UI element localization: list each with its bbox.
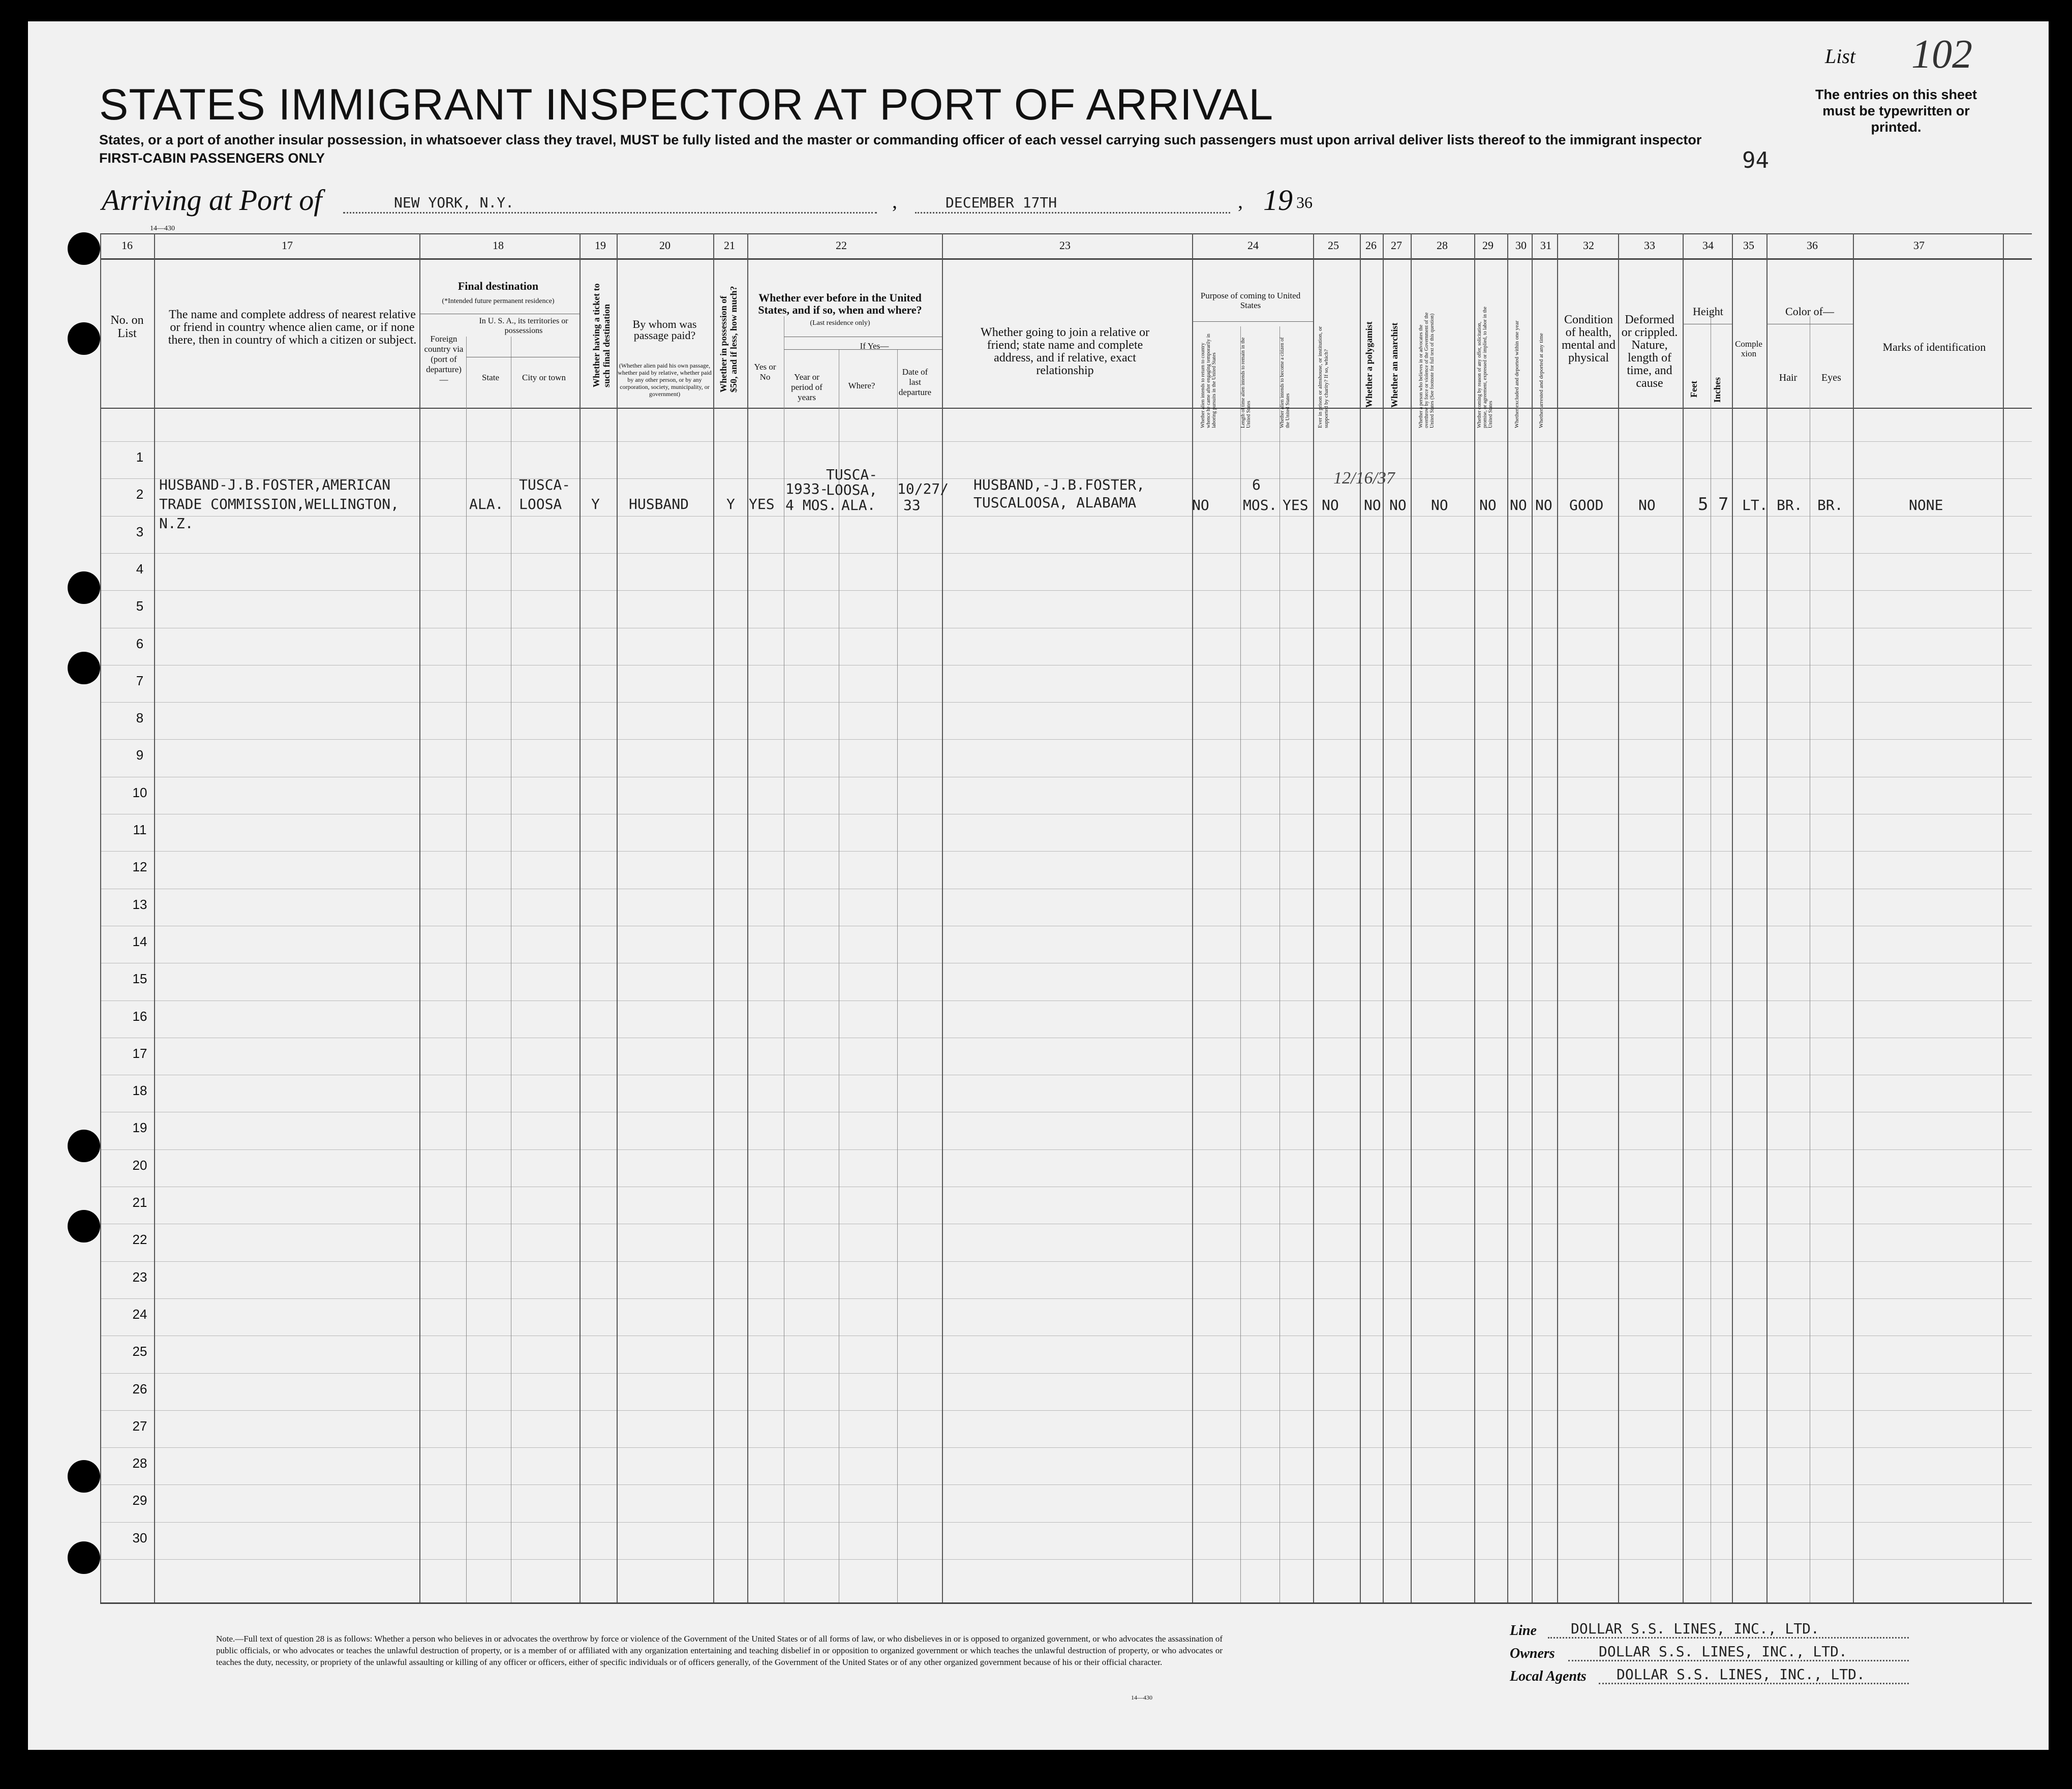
binder-hole	[68, 322, 100, 355]
row-number: 22	[132, 1232, 147, 1248]
row-number: 12	[132, 859, 147, 875]
table-top-border	[100, 233, 2032, 234]
column-line	[154, 233, 155, 1602]
col-num-18: 18	[493, 239, 504, 252]
hdr-foreign-country: Foreign country via (port of departure)—	[424, 334, 464, 384]
row-line	[100, 1298, 2032, 1299]
row-line	[100, 1447, 2032, 1448]
column-line	[1853, 233, 1854, 1602]
entry-eyes: BR.	[1817, 497, 1843, 513]
class-line: FIRST-CABIN PASSENGERS ONLY	[99, 150, 325, 166]
entry-hair: BR.	[1777, 497, 1803, 513]
column-line	[1313, 233, 1314, 1602]
row-number: 16	[132, 1008, 147, 1024]
row-number: 25	[132, 1344, 147, 1359]
hdr-final-destination: Final destination	[458, 280, 539, 292]
entry-last-departure-line2: 33	[903, 497, 921, 513]
year-suffix: 36	[1296, 193, 1313, 211]
column-line	[747, 233, 748, 1602]
hdr-ticket: Whether having a ticket to such final destination	[591, 283, 612, 387]
form-subtitle: States, or a port of another insular possession, in whatsoever class they travel, MUST be fully listed and the master or commanding officer of each vessel carrying such passengers must upon arrival deliver lists thereof to the immigrant inspector	[99, 132, 1702, 147]
entry-inches: 7	[1718, 494, 1729, 514]
page-number: 94	[1742, 147, 1769, 173]
row-line	[100, 516, 2032, 517]
col-num-32: 32	[1583, 239, 1594, 252]
column-line	[713, 233, 714, 1602]
row-number: 4	[136, 561, 144, 577]
hdr-height: Height	[1693, 305, 1723, 318]
row-line	[100, 1261, 2032, 1262]
comma-1: ,	[892, 190, 897, 213]
row-number: 2	[136, 487, 144, 502]
local-agents-label: Local Agents	[1510, 1669, 1587, 1684]
column-line	[1192, 233, 1193, 1602]
row-number: 14	[132, 933, 147, 949]
hdr-labor-offer: Whether coming by reason of any offer, solicitation, promise, or agreement, expressed or implied, to labor in the United States	[1477, 307, 1494, 428]
column-line	[419, 233, 420, 1602]
row-number: 26	[132, 1381, 147, 1397]
column-line	[1360, 233, 1361, 1602]
hdr-passage-paid: By whom was passage paid?	[632, 318, 697, 342]
subheader-divider	[784, 349, 942, 350]
entry-prison: NO	[1322, 497, 1339, 513]
line-label: Line	[1510, 1623, 1537, 1639]
column-line	[466, 337, 467, 1602]
binder-hole	[68, 1210, 100, 1242]
col-num-20: 20	[659, 239, 671, 252]
row-line	[100, 1149, 2032, 1150]
column-line	[1766, 233, 1768, 1602]
owners-label: Owners	[1510, 1646, 1555, 1661]
subheader-divider	[1192, 321, 1313, 322]
hdr-citizen-intent: Whether alien intends to become a citizen of the United States	[1279, 337, 1291, 428]
list-label: List	[1824, 45, 1855, 68]
entry-overthrow: NO	[1431, 497, 1448, 513]
entry-anarchist: NO	[1389, 497, 1407, 513]
col-num-24: 24	[1247, 239, 1259, 252]
hdr-purpose: Purpose of coming to United States	[1200, 291, 1301, 310]
row-number: 19	[132, 1120, 147, 1136]
binder-hole	[68, 652, 100, 684]
row-line	[100, 1484, 2032, 1485]
col-num-30: 30	[1515, 239, 1527, 252]
entry-ticket: Y	[591, 496, 600, 512]
entry-joining-line2: TUSCALOOSA, ALABAMA	[973, 494, 1137, 511]
hdr-city: City or town	[522, 373, 566, 382]
col-num-33: 33	[1644, 239, 1655, 252]
entry-excluded: NO	[1510, 497, 1527, 513]
local-agents-value: DOLLAR S.S. LINES, INC., LTD.	[1617, 1666, 1865, 1683]
entry-feet: 5	[1698, 494, 1709, 514]
row-line	[100, 1522, 2032, 1523]
column-line	[1732, 233, 1733, 1602]
row-number: 17	[132, 1045, 147, 1061]
entry-where-line1: TUSCA-	[826, 466, 878, 483]
row-number: 18	[132, 1083, 147, 1099]
col-num-27: 27	[1391, 239, 1402, 252]
column-line	[100, 233, 101, 1602]
row-number: 3	[136, 524, 144, 539]
hdr-marks: Marks of identification	[1882, 341, 1986, 353]
hdr-relative-address: The name and complete address of nearest relative or friend in country whence alien came, or if none there, then in country of which a citizen or subject.	[168, 308, 417, 347]
row-number: 13	[132, 896, 147, 912]
col-num-25: 25	[1328, 239, 1339, 252]
entry-where-line2: LOOSA,	[826, 481, 878, 498]
hdr-anarchist: Whether an anarchist	[1389, 322, 1399, 408]
row-number: 30	[132, 1530, 147, 1545]
hdr-where: Where?	[848, 381, 875, 390]
local-agents-underline	[1599, 1683, 1909, 1684]
hdr-inches: Inches	[1712, 377, 1722, 403]
entry-where-line3: ALA.	[841, 497, 876, 513]
binder-hole	[68, 571, 100, 604]
entry-complexion: LT.	[1742, 497, 1768, 513]
col-num-23: 23	[1059, 239, 1071, 252]
entry-period-line2: 4 MOS.	[785, 497, 837, 513]
col-num-35: 35	[1743, 239, 1754, 252]
entry-deformed: NO	[1638, 497, 1656, 513]
year-prefix: 19	[1263, 184, 1293, 217]
entry-city-line1: TUSCA-	[519, 476, 571, 493]
column-line	[1474, 233, 1475, 1602]
col-num-37: 37	[1913, 239, 1925, 252]
column-line	[897, 349, 898, 1602]
hdr-deformed: Deformed or crippled. Nature, length of time, and cause	[1621, 313, 1678, 390]
row-number: 5	[136, 598, 144, 614]
hdr-polygamist: Whether a polygamist	[1364, 321, 1374, 408]
column-line	[1683, 233, 1684, 1602]
entry-length-line2: MOS.	[1243, 497, 1277, 513]
row-number: 8	[136, 710, 144, 726]
row-line	[100, 739, 2032, 740]
column-line	[1383, 233, 1384, 1602]
hdr-return-intent: Whether alien intends to return to country whence he came after engaging temporarily in laboring pursuits in the United States	[1200, 333, 1217, 428]
form-title: STATES IMMIGRANT INSPECTOR AT PORT OF ARRIVAL	[99, 80, 1274, 129]
entry-polygamist: NO	[1364, 497, 1381, 513]
column-line	[1507, 233, 1508, 1602]
port-value: NEW YORK, N.Y.	[394, 194, 514, 211]
hdr-hair: Hair	[1779, 372, 1797, 383]
column-line	[1240, 326, 1241, 1602]
hdr-yes-no: Yes or No	[754, 362, 776, 382]
hdr-if-yes: If Yes—	[860, 341, 889, 351]
hdr-before-in-us: Whether ever before in the United States, and if so, when and where?	[758, 291, 922, 316]
hdr-feet: Feet	[1689, 381, 1699, 398]
hdr-in-usa: In U. S. A., its territories or possessions	[479, 317, 568, 335]
row-number: 20	[132, 1157, 147, 1173]
entry-has-50: Y	[726, 496, 735, 512]
entry-marks: NONE	[1909, 497, 1943, 513]
row-line	[100, 590, 2032, 591]
row-number: 1	[136, 449, 144, 465]
row-number: 23	[132, 1269, 147, 1285]
row-line	[100, 1410, 2032, 1411]
column-line	[1279, 326, 1280, 1602]
col-num-36: 36	[1807, 239, 1818, 252]
col-num-16: 16	[121, 239, 133, 252]
column-line	[1532, 233, 1533, 1602]
row-number: 29	[132, 1493, 147, 1508]
entry-citizen-intent: YES	[1283, 497, 1308, 513]
binder-hole	[68, 1541, 100, 1574]
hdr-joining: Whether going to join a relative or friend; state name and complete address, and if relative, exact relationship	[981, 326, 1149, 377]
entry-return-intent: NO	[1192, 497, 1209, 513]
line-underline	[1548, 1637, 1909, 1639]
entry-last-departure-line1: 10/27/	[897, 480, 949, 497]
col-num-17: 17	[282, 239, 293, 252]
row-number: 11	[133, 822, 147, 837]
row-line	[100, 441, 2032, 442]
entry-joining-line1: HUSBAND,-J.B.FOSTER,	[973, 476, 1145, 493]
date-value: DECEMBER 17TH	[946, 194, 1057, 211]
date-underline	[915, 212, 1230, 214]
col-num-19: 19	[595, 239, 606, 252]
entry-labor-offer: NO	[1479, 497, 1497, 513]
row-line	[100, 702, 2032, 703]
hdr-overthrow: Whether a person who believes in or advocates the overthrow by force or violence of the Government of the United States (See footnote for full text of this question)	[1418, 312, 1435, 428]
form-code-top: 14—430	[150, 225, 175, 232]
hdr-color-of: Color of—	[1785, 305, 1834, 318]
entry-health: GOOD	[1569, 497, 1604, 513]
hdr-passage-paid-note: (Whether alien paid his own passage, whether paid by relative, whether paid by any other person, or by any corporation, society, municipality, or government)	[618, 362, 712, 398]
hdr-final-destination-note: (*Intended future permanent residence)	[442, 297, 555, 305]
owners-value: DOLLAR S.S. LINES, INC., LTD.	[1599, 1643, 1847, 1660]
column-line	[617, 233, 618, 1602]
hdr-prison: Ever in prison or almshouse, or institution, or supported by charity? If so, which?	[1317, 326, 1329, 428]
hdr-before-in-us-note: (Last residence only)	[810, 319, 870, 327]
row-line	[100, 553, 2032, 554]
entry-city-line2: LOOSA	[519, 496, 562, 512]
hdr-state: State	[482, 373, 499, 382]
entry-relative-line1: HUSBAND-J.B.FOSTER,AMERICAN	[159, 476, 391, 493]
row-number: 10	[132, 784, 147, 800]
footnote-question-28: Note.—Full text of question 28 is as follows: Whether a person who believes in or advocates the overthrow by force or violence of the Government of the United States or of all forms of law, or who disbelieves in or is opposed to organized government, or who advocates the assassination of public officials, or who advocates or teaches the unlawful destruction of property, or is a member of or affiliated with any organization entertaining and teaching disbelief in or opposition to organized government or which teaches the unlawful destruction of property, or who advocates or teaches the duty, necessity, or propriety of the unlawful assaulting or killing of any officer or officers, either of specific individuals or of officers generally, of the Government of the United States or of any other organized government because of his or their official character.	[216, 1634, 1223, 1667]
row-line	[100, 1000, 2032, 1001]
row-number: 28	[132, 1456, 147, 1471]
owners-underline	[1568, 1660, 1909, 1661]
column-line	[580, 233, 581, 1602]
entry-relative-line3: N.Z.	[159, 515, 194, 532]
hdr-deported: Whether arrested and deported at any time	[1538, 333, 1544, 428]
col-num-28: 28	[1437, 239, 1448, 252]
entry-state: ALA.	[469, 496, 504, 512]
entry-period-line1: 1933-	[785, 480, 829, 497]
entry-before-in-us: YES	[749, 496, 775, 512]
entry-deported: NO	[1535, 497, 1552, 513]
binder-hole	[68, 1130, 100, 1162]
entry-relative-line2: TRADE COMMISSION,WELLINGTON,	[159, 496, 400, 512]
entry-length-line1: 6	[1252, 476, 1261, 493]
port-underline	[343, 212, 877, 214]
col-num-29: 29	[1482, 239, 1494, 252]
hdr-period: Year or period of years	[791, 372, 822, 402]
column-number-border	[100, 258, 2032, 260]
typewritten-note: The entries on this sheet must be typewritten or printed.	[1815, 87, 1977, 135]
hdr-no-on-list: No. on List	[110, 314, 144, 340]
line-value: DOLLAR S.S. LINES, INC., LTD.	[1571, 1620, 1819, 1637]
hdr-health: Condition of health, mental and physical	[1562, 313, 1616, 365]
column-line	[2003, 233, 2004, 1602]
column-line	[1411, 233, 1412, 1602]
column-line	[1557, 233, 1558, 1602]
hdr-fifty-dollars: Whether in possession of $50, and if less, how much?	[718, 286, 739, 392]
row-number: 24	[132, 1306, 147, 1322]
row-line	[100, 851, 2032, 852]
binder-hole	[68, 232, 100, 265]
col-num-22: 22	[836, 239, 847, 252]
comma-2: ,	[1238, 190, 1243, 213]
col-num-31: 31	[1540, 239, 1551, 252]
table-bottom-border	[100, 1602, 2032, 1604]
form-code-bottom: 14—430	[1131, 1694, 1152, 1701]
row-number: 7	[136, 673, 144, 688]
col-num-26: 26	[1365, 239, 1377, 252]
row-number: 15	[132, 971, 147, 987]
hdr-eyes: Eyes	[1821, 372, 1841, 383]
row-line	[100, 1373, 2032, 1374]
col-num-34: 34	[1702, 239, 1714, 252]
col-num-21: 21	[724, 239, 735, 252]
handwritten-date-note: 12/16/37	[1333, 469, 1395, 488]
arriving-label: Arriving at Port of	[102, 184, 322, 217]
list-number: 102	[1911, 32, 1972, 77]
hdr-excluded: Whether excluded and deported within one year	[1514, 320, 1520, 428]
row-line	[100, 1559, 2032, 1560]
row-number: 21	[132, 1195, 147, 1210]
entry-paid-by: HUSBAND	[629, 496, 689, 512]
binder-hole	[68, 1460, 100, 1493]
row-number: 27	[132, 1418, 147, 1434]
hdr-date-departure: Date of last departure	[898, 367, 932, 397]
hdr-complexion: Complexion	[1735, 339, 1762, 358]
column-line	[942, 233, 943, 1602]
column-line	[1618, 233, 1619, 1602]
manifest-sheet	[28, 21, 2049, 1750]
header-bottom-border	[100, 408, 2032, 409]
row-number: 9	[136, 747, 144, 763]
hdr-length-of-stay: Length of time alien intends to remain in the United States	[1240, 337, 1252, 428]
row-number: 6	[136, 635, 144, 651]
